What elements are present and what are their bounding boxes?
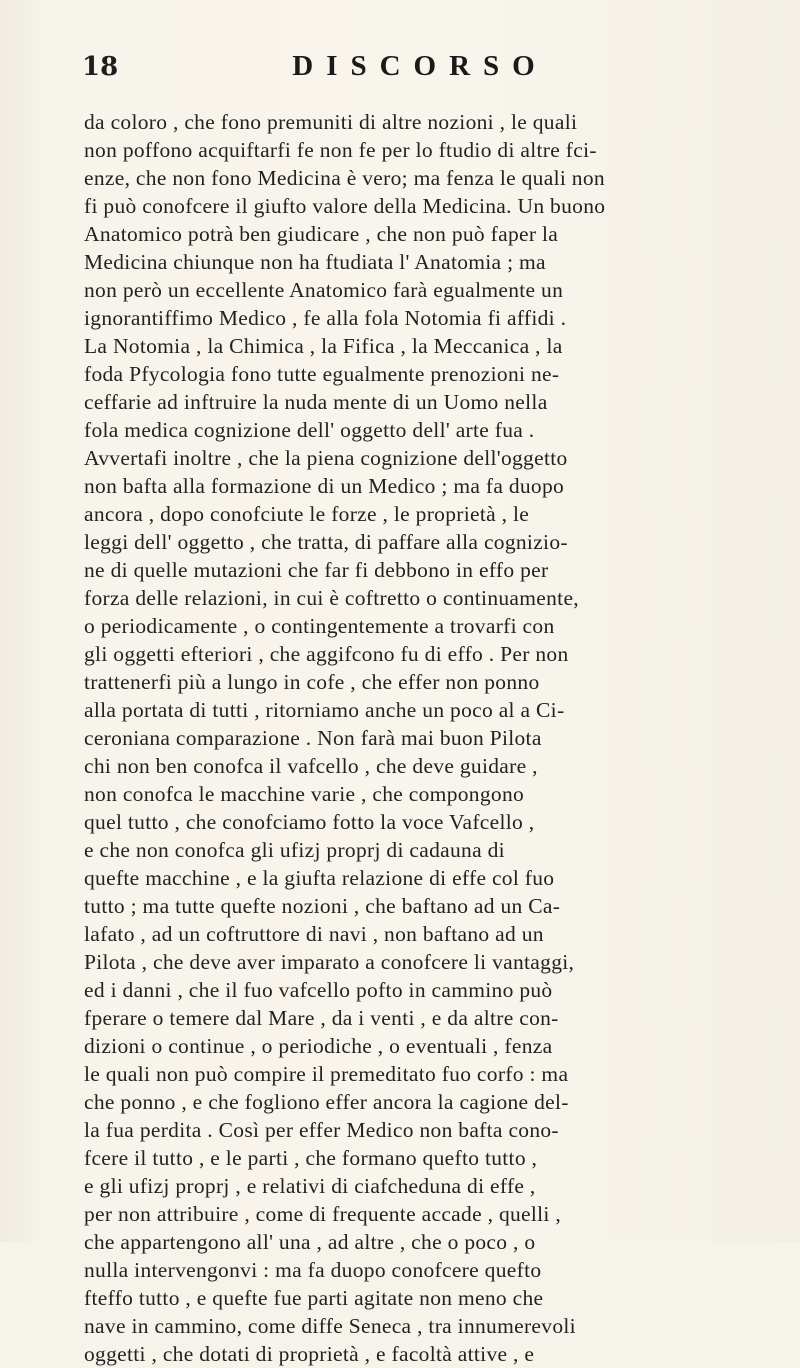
body-text: da coloro , che fono premuniti di altre nozioni , le quali non poffono acquiftarfi fe non fe per lo ftudio di altre fci- enze, che non fono Medicina è vero; ma fenza le quali non fi può conofcere il giufto valore della Medicina. Un buono Anatomico potrà ben giudicare , che non può faper la Medicina chiunque non ha ftudiata l' Anatomia ; ma non però un eccellente Anatomico farà egualmente un ignorantiffimo Medico , fe alla fola Notomia fi affidi . La Notomia , la Chimica , la Fifica , la Meccanica , la foda Pfycologia fono tutte egualmente prenozioni ne- ceffarie ad inftruire la nuda mente di un Uomo nella fola medica cognizione dell' oggetto dell' arte fua . Avvertafi inoltre , che la piena cognizione dell'oggetto non bafta alla formazione di un Medico ; ma fa duopo ancora , dopo conofciute le forze , le proprietà , le leggi dell' oggetto , che tratta, di paffare alla cognizio- ne di quelle mutazioni che far fi debbono in effo per forza delle relazioni, in cui è coftretto o continuamente, o periodicamente , o contingentemente a trovarfi con gli oggetti efteriori , che aggifcono fu di effo . Per non trattenerfi più a lungo in cofe , che effer non ponno alla portata di tutti , ritorniamo anche un poco al a Ci- ceroniana comparazione . Non farà mai buon Pilota chi non ben conofca il vafcello , che deve guidare , non conofca le macchine varie , che compongono quel tutto , che conofciamo fotto la voce Vafcello , e che non conofca gli ufizj proprj di cadauna di quefte macchine , e la giufta relazione di effe col fuo tutto ; ma tutte quefte nozioni , che baftano ad un Ca- lafato , ad un coftruttore di navi , non baftano ad un Pilota , che deve aver imparato a conofcere li vantaggi, ed i danni , che il fuo vafcello pofto in cammino può fperare o temere dal Mare , da i venti , e da altre con- dizioni o continue , o periodiche , o eventuali , fenza le quali non può compire il premeditato fuo corfo : ma che ponno , e che fogliono effer ancora la cagione del- la fua perdita . Così per effer Medico non bafta cono- fcere il tutto , e le parti , che formano quefto tutto , e gli ufizj proprj , e relativi di ciafcheduna di effe , per non attribuire , come di frequente accade , quelli , che appartengono all' una , ad altre , che o poco , o nulla intervengonvi : ma fa duopo conofcere quefto fteffo tutto , e quefte fue parti agitate non meno che nave in cammino, come diffe Seneca , tra innumerevoli oggetti , che dotati di proprietà , e facoltà attive , e [84, 110, 606, 1366]
page-header [70, 52, 730, 92]
page-number: 18 [82, 52, 119, 82]
running-head: DISCORSO [292, 50, 548, 82]
